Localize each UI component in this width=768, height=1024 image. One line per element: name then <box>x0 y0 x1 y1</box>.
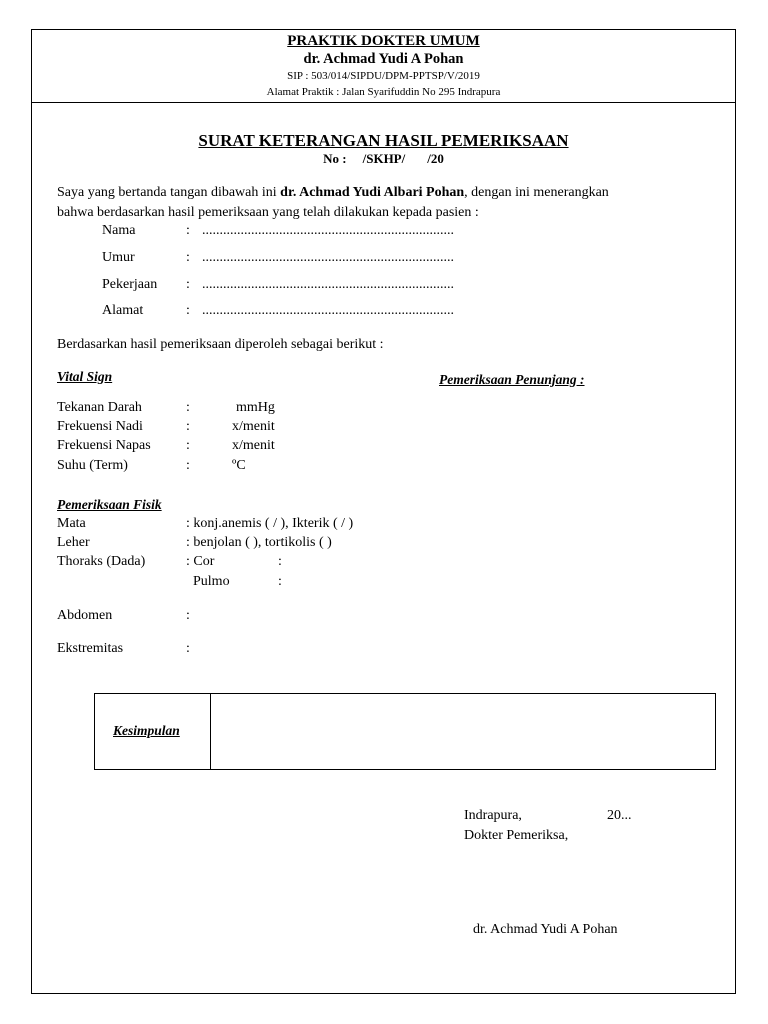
exam-label-ekstremitas: Ekstremitas <box>57 641 124 656</box>
exam-colon-ekstremitas: : <box>186 641 190 656</box>
field-colon: : <box>186 250 190 265</box>
conclusion-input[interactable] <box>215 698 711 765</box>
conclusion-divider <box>210 694 211 769</box>
vital-colon: : <box>186 438 190 453</box>
exam-colon-pulmo: : <box>278 574 282 589</box>
field-input-umur[interactable]: ........................................................................ <box>202 250 454 265</box>
intro-doctor-name: dr. Achmad Yudi Albari Pohan <box>280 185 465 200</box>
results-intro: Berdasarkan hasil pemeriksaan diperoleh sebagai berikut : <box>57 337 384 352</box>
exam-label-mata: Mata <box>57 516 86 531</box>
penunjang-heading: Pemeriksaan Penunjang : <box>439 372 585 387</box>
field-colon: : <box>186 223 190 238</box>
document-number-label: No : <box>323 151 347 166</box>
exam-label-leher: Leher <box>57 535 90 550</box>
document-number-mid: /SKHP/ <box>362 151 406 166</box>
field-label-alamat: Alamat <box>102 303 144 318</box>
vital-colon: : <box>186 400 190 415</box>
signature-place: Indrapura, <box>464 808 522 823</box>
field-colon: : <box>186 277 190 292</box>
exam-label-pulmo: Pulmo <box>193 574 230 589</box>
exam-value-leher: : benjolan ( ), tortikolis ( ) <box>186 535 332 550</box>
field-label-umur: Umur <box>102 250 135 265</box>
signature-role: Dokter Pemeriksa, <box>464 828 569 843</box>
vital-label-frekuensi-nadi: Frekuensi Nadi <box>57 419 143 434</box>
field-input-alamat[interactable]: ........................................................................ <box>202 303 454 318</box>
signature-year: 20... <box>607 808 632 823</box>
field-colon: : <box>186 303 190 318</box>
vital-colon: : <box>186 419 190 434</box>
practice-title: PRAKTIK DOKTER UMUM <box>287 33 480 49</box>
vital-unit-napas: x/menit <box>232 438 275 453</box>
exam-label-thoraks: Thoraks (Dada) <box>57 554 146 569</box>
conclusion-box <box>94 693 716 770</box>
exam-colon-cor: : <box>278 554 282 569</box>
exam-value-mata: : konj.anemis ( / ), Ikterik ( / ) <box>186 516 354 531</box>
vital-unit-suhu: ºC <box>232 458 246 473</box>
exam-label-abdomen: Abdomen <box>57 608 113 623</box>
document-title: SURAT KETERANGAN HASIL PEMERIKSAAN <box>198 131 569 150</box>
intro-line-2: bahwa berdasarkan hasil pemeriksaan yang telah dilakukan kepada pasien : <box>57 205 479 220</box>
conclusion-label: Kesimpulan <box>113 723 180 738</box>
physical-exam-heading: Pemeriksaan Fisik <box>57 497 162 512</box>
vital-sign-heading: Vital Sign <box>57 369 113 384</box>
exam-colon-abdomen: : <box>186 608 190 623</box>
document-number <box>32 151 735 167</box>
doctor-name-header: dr. Achmad Yudi A Pohan <box>303 51 464 67</box>
document-number-end: /20 <box>427 151 444 166</box>
vital-label-suhu: Suhu (Term) <box>57 458 128 473</box>
field-input-pekerjaan[interactable]: ........................................................................ <box>202 277 454 292</box>
field-input-nama[interactable]: ........................................................................ <box>202 223 454 238</box>
license-number: SIP : 503/014/SIPDU/DPM-PPTSP/V/2019 <box>287 70 480 82</box>
practice-address: Alamat Praktik : Jalan Syarifuddin No 295 Indrapura <box>266 86 501 98</box>
intro-text: Saya yang bertanda tangan dibawah ini <box>57 185 277 200</box>
vital-unit-mmhg: mmHg <box>236 400 275 415</box>
field-label-pekerjaan: Pekerjaan <box>102 277 158 292</box>
vital-colon: : <box>186 458 190 473</box>
intro-text-end: , dengan ini menerangkan <box>464 185 609 200</box>
document-page <box>31 29 736 994</box>
vital-label-tekanan-darah: Tekanan Darah <box>57 400 142 415</box>
exam-label-cor: : Cor <box>186 554 215 569</box>
letterhead <box>32 30 735 103</box>
vital-label-frekuensi-napas: Frekuensi Napas <box>57 438 151 453</box>
intro-line-1 <box>57 185 609 201</box>
field-label-nama: Nama <box>102 223 136 238</box>
signature-name: dr. Achmad Yudi A Pohan <box>473 922 618 937</box>
vital-unit-nadi: x/menit <box>232 419 275 434</box>
